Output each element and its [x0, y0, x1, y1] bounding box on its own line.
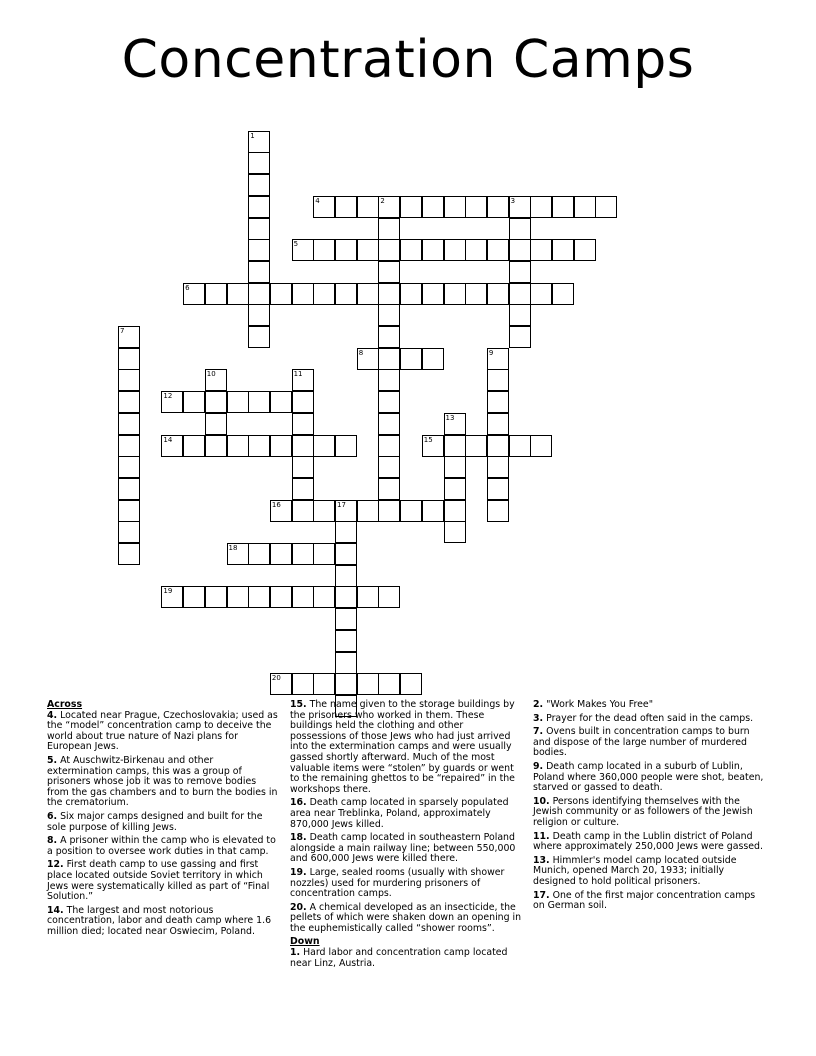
- clue-number: 11: [293, 370, 303, 379]
- grid-cell[interactable]: [270, 391, 292, 413]
- grid-cell[interactable]: [595, 196, 617, 218]
- grid-cell[interactable]: [378, 218, 400, 240]
- grid-cell[interactable]: [248, 218, 270, 240]
- clue-item: [290, 868, 522, 900]
- grid-cell[interactable]: [487, 369, 509, 391]
- clue-item-number: 3.: [533, 712, 544, 724]
- grid-cell[interactable]: [248, 304, 270, 326]
- grid-cell[interactable]: [335, 586, 357, 608]
- clue-item-number: 18.: [290, 832, 307, 844]
- clue-item-number: 1.: [290, 947, 301, 959]
- grid-cell[interactable]: [444, 196, 466, 218]
- grid-cell[interactable]: [313, 196, 335, 218]
- clue-number: 16: [271, 500, 281, 509]
- grid-cell[interactable]: [205, 369, 227, 391]
- grid-cell[interactable]: [378, 435, 400, 457]
- grid-cell[interactable]: [378, 586, 400, 608]
- clue-item: [290, 948, 522, 969]
- grid-cell[interactable]: [292, 391, 314, 413]
- grid-cell[interactable]: [248, 391, 270, 413]
- grid-cell[interactable]: [118, 478, 140, 500]
- grid-cell[interactable]: [444, 521, 466, 543]
- grid-cell[interactable]: [400, 673, 422, 695]
- clue-item: [47, 906, 279, 938]
- grid-cell[interactable]: [552, 239, 574, 261]
- grid-cell[interactable]: [378, 413, 400, 435]
- grid-cell[interactable]: [248, 239, 270, 261]
- grid-cell[interactable]: [118, 391, 140, 413]
- across-heading: Across: [47, 699, 83, 710]
- grid-cell[interactable]: [487, 478, 509, 500]
- grid-cell[interactable]: [487, 500, 509, 522]
- clue-number: 2: [380, 196, 385, 205]
- clue-number: 18: [228, 544, 238, 552]
- grid-cell[interactable]: [444, 456, 466, 478]
- clues-column-1: [47, 700, 279, 940]
- grid-cell[interactable]: [118, 348, 140, 370]
- grid-cell[interactable]: [444, 283, 466, 305]
- grid-cell[interactable]: [292, 456, 314, 478]
- clue-item-text: "Work Makes You Free": [546, 699, 654, 710]
- grid-cell[interactable]: [183, 391, 205, 413]
- grid-cell[interactable]: [335, 565, 357, 587]
- grid-cell[interactable]: [378, 261, 400, 283]
- clue-number: 5: [293, 240, 299, 249]
- grid-cell[interactable]: [205, 413, 227, 435]
- grid-cell[interactable]: [444, 239, 466, 261]
- grid-cell[interactable]: [118, 413, 140, 435]
- clue-item-text: Six major camps designed and built for the sole purpose of killing Jews.: [47, 810, 263, 833]
- grid-cell[interactable]: [248, 326, 270, 348]
- grid-cell[interactable]: [465, 239, 487, 261]
- grid-cell[interactable]: [422, 283, 444, 305]
- grid-cell[interactable]: [400, 348, 422, 370]
- grid-cell[interactable]: [444, 478, 466, 500]
- grid-cell[interactable]: [422, 435, 444, 457]
- grid-cell[interactable]: [248, 283, 270, 305]
- grid-cell[interactable]: [227, 391, 249, 413]
- grid-cell[interactable]: [444, 500, 466, 522]
- grid-cell[interactable]: [357, 673, 379, 695]
- grid-cell[interactable]: [118, 435, 140, 457]
- clue-number: 7: [120, 327, 125, 335]
- grid-cell[interactable]: [357, 283, 379, 305]
- grid-cell[interactable]: [530, 239, 552, 261]
- clue-item-text: Himmler's model camp located outside Munich, opened March 20, 1933; initially designed to hold political prisoners.: [533, 854, 737, 887]
- grid-cell[interactable]: [248, 196, 270, 218]
- clue-item-number: 16.: [290, 797, 307, 809]
- clue-item: [533, 727, 769, 759]
- grid-cell[interactable]: [227, 283, 249, 305]
- clue-item-text: At Auschwitz-Birkenau and other extermination camps, this was a group of prisoners whose job it was to remove bodies from the gas chambers and to burn the bodies in the crematorium.: [47, 754, 278, 809]
- grid-cell[interactable]: [227, 435, 249, 457]
- clue-item-text: Hard labor and concentration camp located near Linz, Austria.: [290, 947, 508, 969]
- clue-item: [533, 832, 769, 853]
- grid-cell[interactable]: [378, 500, 400, 522]
- grid-cell[interactable]: [487, 239, 509, 261]
- grid-cell[interactable]: [313, 239, 335, 261]
- puzzle-title: Concentration Camps: [121, 30, 695, 90]
- grid-cell[interactable]: [357, 500, 379, 522]
- clue-item: [290, 798, 522, 830]
- clue-item-text: First death camp to use gassing and first place located outside Soviet territory in which Jews were systematically killed as part of “Final Solution.”: [47, 859, 270, 903]
- grid-cell[interactable]: [487, 456, 509, 478]
- clue-item: [47, 756, 279, 809]
- grid-cell[interactable]: [248, 131, 270, 153]
- grid-cell[interactable]: [509, 261, 531, 283]
- grid-cell[interactable]: [270, 435, 292, 457]
- clue-item-number: 13.: [533, 854, 550, 866]
- grid-cell[interactable]: [400, 196, 422, 218]
- grid-cell[interactable]: [444, 413, 466, 435]
- clue-item-text: Death camp located in southeastern Poland alongside a main railway line; between 550,000 and 600,000 Jews were killed there.: [290, 832, 516, 865]
- grid-cell[interactable]: [248, 174, 270, 196]
- grid-cell[interactable]: [118, 543, 140, 565]
- clue-item-number: 7.: [533, 726, 544, 738]
- clue-item-text: The largest and most notorious concentration, labor and death camp where 1.6 million died; located near Oswiecim, Poland.: [47, 904, 272, 937]
- grid-cell[interactable]: [487, 196, 509, 218]
- grid-cell[interactable]: [487, 435, 509, 457]
- clue-item: [533, 797, 769, 829]
- clue-item-number: 12.: [47, 859, 64, 871]
- clue-item-text: Persons identifying themselves with the Jewish community or as followers of the Jewish religion or culture.: [533, 795, 753, 828]
- grid-cell[interactable]: [270, 586, 292, 608]
- clue-item-number: 6.: [47, 810, 58, 822]
- grid-cell[interactable]: [378, 304, 400, 326]
- clue-item-text: Located near Prague, Czechoslovakia; used as the “model” concentration camp to deceive the world about true nature of Nazi plans for European Jews.: [47, 709, 278, 753]
- clue-item: [290, 903, 522, 935]
- grid-cell[interactable]: [465, 435, 487, 457]
- clue-item: [47, 711, 279, 753]
- clue-item-text: The name given to the storage buildings by the prisoners who worked in them. These buildings held the clothing and other possessions of those Jews who had just arrived into the extermination camps and were usually gassed shortly afterward. Much of the most valuable items were “stolen” by guards or went to the remaining ghettos to be “repaired” in the workshops there.: [290, 699, 515, 795]
- grid-cell[interactable]: [161, 586, 183, 608]
- clue-item-number: 20.: [290, 901, 307, 913]
- clue-item: [533, 762, 769, 794]
- grid-cell[interactable]: [161, 435, 183, 457]
- grid-cell[interactable]: [378, 239, 400, 261]
- grid-cell[interactable]: [118, 456, 140, 478]
- grid-cell[interactable]: [292, 478, 314, 500]
- grid-cell[interactable]: [487, 413, 509, 435]
- grid-cell[interactable]: [487, 283, 509, 305]
- clue-item-text: Death camp located in a suburb of Lublin, Poland where 360,000 people were shot, beaten, starved or gassed to death.: [533, 760, 764, 794]
- grid-cell[interactable]: [400, 283, 422, 305]
- grid-cell[interactable]: [205, 391, 227, 413]
- clue-item: [47, 812, 279, 833]
- grid-cell[interactable]: [118, 326, 140, 348]
- grid-cell[interactable]: [248, 543, 270, 565]
- clue-number: 9: [488, 348, 494, 357]
- clue-item-number: 5.: [47, 754, 58, 766]
- clue-item: [533, 700, 769, 711]
- grid-cell[interactable]: [465, 196, 487, 218]
- grid-cell[interactable]: [509, 196, 531, 218]
- grid-cell[interactable]: [357, 348, 379, 370]
- grid-cell[interactable]: [270, 673, 292, 695]
- grid-cell[interactable]: [487, 391, 509, 413]
- grid-cell[interactable]: [292, 586, 314, 608]
- grid-cell[interactable]: [161, 391, 183, 413]
- grid-cell[interactable]: [292, 673, 314, 695]
- grid-cell[interactable]: [444, 435, 466, 457]
- grid-cell[interactable]: [118, 500, 140, 522]
- grid-cell[interactable]: [530, 196, 552, 218]
- grid-cell[interactable]: [487, 348, 509, 370]
- grid-cell[interactable]: [335, 543, 357, 565]
- grid-cell[interactable]: [313, 283, 335, 305]
- clue-number: 12: [163, 392, 173, 401]
- grid-cell[interactable]: [205, 283, 227, 305]
- grid-cell[interactable]: [292, 239, 314, 261]
- grid-cell[interactable]: [227, 586, 249, 608]
- grid-cell[interactable]: [335, 630, 357, 652]
- grid-cell[interactable]: [335, 239, 357, 261]
- grid-cell[interactable]: [335, 500, 357, 522]
- clue-item-number: 9.: [533, 760, 544, 772]
- grid-cell[interactable]: [270, 500, 292, 522]
- clue-number: 10: [206, 370, 216, 379]
- grid-cell[interactable]: [313, 543, 335, 565]
- grid-cell[interactable]: [509, 239, 531, 261]
- grid-cell[interactable]: [509, 283, 531, 305]
- grid-cell[interactable]: [270, 543, 292, 565]
- grid-cell[interactable]: [357, 196, 379, 218]
- clues-column-2: [290, 700, 522, 972]
- clue-item-number: 8.: [47, 835, 58, 847]
- grid-cell[interactable]: [574, 196, 596, 218]
- grid-cell[interactable]: [248, 152, 270, 174]
- clue-number: 1: [250, 131, 255, 140]
- clue-number: 3: [510, 196, 516, 205]
- grid-cell[interactable]: [313, 435, 335, 457]
- grid-cell[interactable]: [400, 239, 422, 261]
- grid-cell[interactable]: [248, 261, 270, 283]
- grid-cell[interactable]: [292, 369, 314, 391]
- grid-cell[interactable]: [400, 500, 422, 522]
- clue-number: 4: [315, 196, 320, 205]
- clue-item-number: 4.: [47, 709, 58, 721]
- grid-cell[interactable]: [248, 435, 270, 457]
- grid-cell[interactable]: [509, 304, 531, 326]
- grid-cell[interactable]: [422, 239, 444, 261]
- grid-cell[interactable]: [292, 500, 314, 522]
- grid-cell[interactable]: [378, 478, 400, 500]
- clue-number: 6: [185, 283, 190, 292]
- grid-cell[interactable]: [422, 348, 444, 370]
- clue-item-number: 10.: [533, 795, 550, 807]
- clue-item: [290, 700, 522, 795]
- grid-cell[interactable]: [118, 369, 140, 391]
- clue-number: 20: [271, 674, 281, 683]
- grid-cell[interactable]: [378, 326, 400, 348]
- clue-item-number: 19.: [290, 866, 307, 878]
- clue-item-text: Prayer for the dead often said in the camps.: [546, 712, 754, 724]
- grid-cell[interactable]: [422, 500, 444, 522]
- grid-cell[interactable]: [335, 283, 357, 305]
- grid-cell[interactable]: [378, 369, 400, 391]
- grid-cell[interactable]: [378, 391, 400, 413]
- grid-cell[interactable]: [313, 500, 335, 522]
- clue-number: 14: [163, 435, 173, 444]
- clue-item-number: 17.: [533, 889, 550, 901]
- clue-item-number: 2.: [533, 699, 544, 710]
- grid-cell[interactable]: [335, 652, 357, 674]
- grid-cell[interactable]: [378, 196, 400, 218]
- clue-item-text: Large, sealed rooms (usually with shower nozzles) used for murdering prisoners of concentration camps.: [290, 866, 505, 900]
- clue-number: 17: [337, 500, 346, 509]
- grid-cell[interactable]: [335, 608, 357, 630]
- grid-cell[interactable]: [183, 586, 205, 608]
- grid-cell[interactable]: [335, 196, 357, 218]
- grid-cell[interactable]: [552, 283, 574, 305]
- grid-cell[interactable]: [227, 543, 249, 565]
- grid-cell[interactable]: [292, 543, 314, 565]
- clue-item-text: A chemical developed as an insecticide, the pellets of which were shaken down an opening in the euphemistically called “shower rooms”.: [290, 901, 522, 934]
- grid-cell[interactable]: [205, 435, 227, 457]
- grid-cell[interactable]: [292, 413, 314, 435]
- grid-cell[interactable]: [118, 521, 140, 543]
- grid-cell[interactable]: [378, 673, 400, 695]
- clue-item-text: Death camp located in sparsely populated area near Treblinka, Poland, approximately 870,000 Jews killed.: [290, 797, 509, 830]
- grid-cell[interactable]: [205, 586, 227, 608]
- grid-cell[interactable]: [313, 673, 335, 695]
- grid-cell[interactable]: [378, 283, 400, 305]
- clue-item: [533, 891, 769, 912]
- grid-cell[interactable]: [313, 586, 335, 608]
- clues-column-3: [533, 700, 769, 915]
- grid-cell[interactable]: [335, 435, 357, 457]
- grid-cell[interactable]: [292, 283, 314, 305]
- clue-item: [47, 860, 279, 902]
- clue-number: 8: [358, 348, 364, 357]
- grid-cell[interactable]: [335, 673, 357, 695]
- grid-cell[interactable]: [509, 326, 531, 348]
- grid-cell[interactable]: [270, 283, 292, 305]
- grid-cell[interactable]: [465, 283, 487, 305]
- clue-item-text: Ovens built in concentration camps to burn and dispose of the large number of murdered bodies.: [533, 726, 750, 759]
- clue-item-text: Death camp in the Lublin district of Poland where approximately 250,000 Jews were gassed.: [533, 830, 763, 853]
- grid-cell[interactable]: [552, 196, 574, 218]
- clue-item-text: One of the first major concentration camps on German soil.: [533, 889, 756, 912]
- grid-cell[interactable]: [292, 435, 314, 457]
- grid-cell[interactable]: [378, 456, 400, 478]
- grid-cell[interactable]: [530, 283, 552, 305]
- grid-cell[interactable]: [183, 435, 205, 457]
- grid-cell[interactable]: [357, 586, 379, 608]
- grid-cell[interactable]: [183, 283, 205, 305]
- grid-cell[interactable]: [248, 586, 270, 608]
- clue-item-text: A prisoner within the camp who is elevated to a position to oversee work duties in that camp.: [47, 835, 276, 857]
- grid-cell[interactable]: [335, 521, 357, 543]
- clue-item-number: 15.: [290, 699, 307, 710]
- grid-cell[interactable]: [530, 435, 552, 457]
- grid-cell[interactable]: [357, 239, 379, 261]
- grid-cell[interactable]: [378, 348, 400, 370]
- grid-cell[interactable]: [422, 196, 444, 218]
- clue-number: 15: [423, 435, 433, 444]
- clue-number: 13: [445, 413, 455, 422]
- clue-item-number: 11.: [533, 830, 550, 842]
- clue-number: 19: [163, 587, 173, 596]
- clue-item-number: 14.: [47, 904, 64, 916]
- grid-cell[interactable]: [509, 435, 531, 457]
- grid-cell[interactable]: [509, 218, 531, 240]
- clue-item: [47, 836, 279, 857]
- clue-item: [533, 856, 769, 888]
- clue-item: [533, 714, 769, 725]
- down-heading: Down: [290, 936, 320, 948]
- grid-cell[interactable]: [574, 239, 596, 261]
- clue-item: [290, 833, 522, 865]
